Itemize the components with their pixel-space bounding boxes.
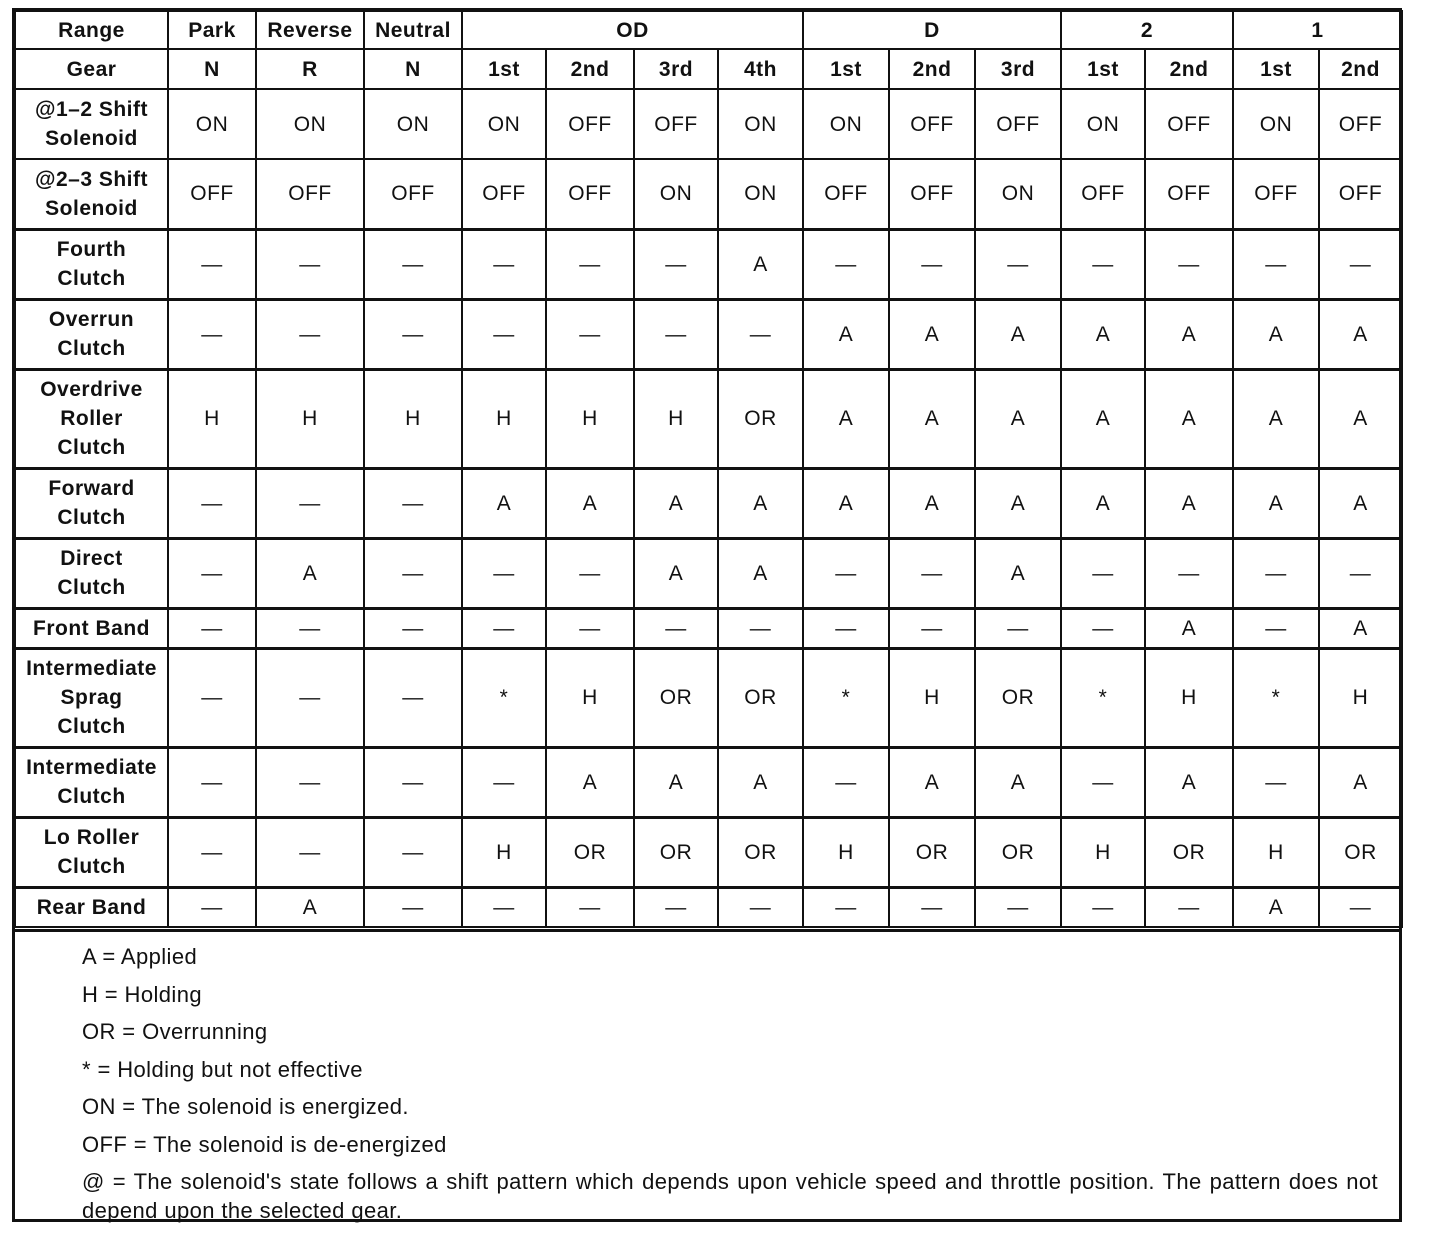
row-label	[15, 299, 168, 369]
gear-cell: 3rd	[634, 49, 718, 89]
table-cell: —	[462, 887, 546, 927]
range-od: OD	[462, 11, 803, 49]
table-cell: —	[168, 299, 256, 369]
table-cell: —	[168, 747, 256, 817]
gear-cell: 1st	[803, 49, 889, 89]
table-cell: —	[1233, 747, 1319, 817]
gear-cell: N	[168, 49, 256, 89]
gear-label: Gear	[15, 49, 168, 89]
table-cell: —	[256, 817, 364, 887]
table-cell: —	[168, 538, 256, 608]
row-label-line: Front Band	[33, 616, 150, 640]
row-label-line: Overdrive	[40, 378, 143, 401]
table-cell: A	[889, 299, 975, 369]
table-cell: ON	[718, 89, 803, 159]
table-row	[15, 538, 1402, 608]
table-cell: —	[168, 608, 256, 648]
row-label-line: @2–3 Shift	[34, 167, 148, 191]
range-d: D	[803, 11, 1061, 49]
table-cell: —	[462, 229, 546, 299]
table-cell: —	[1319, 887, 1402, 927]
table-cell: —	[364, 229, 462, 299]
table-cell: —	[975, 608, 1061, 648]
table-cell: ON	[462, 89, 546, 159]
range-header-row	[15, 11, 1402, 49]
table-cell: OR	[634, 648, 718, 747]
table-cell: H	[256, 369, 364, 468]
table-cell: A	[718, 538, 803, 608]
table-cell: —	[1061, 608, 1145, 648]
table-cell: OR	[1145, 817, 1233, 887]
table-cell: A	[1319, 468, 1402, 538]
table-cell: —	[364, 817, 462, 887]
table-cell: OFF	[1233, 159, 1319, 229]
table-row	[15, 608, 1402, 648]
legend-entry: OR = Overrunning	[82, 1019, 268, 1044]
legend-entry: @ = The solenoid's state follows a shift pattern which depends upon vehicle speed and throttle position. The pattern does not depend upon the selected gear.	[82, 1169, 1378, 1223]
table-cell: —	[364, 299, 462, 369]
table-cell: H	[1061, 817, 1145, 887]
table-cell: A	[1145, 608, 1233, 648]
table-cell: A	[546, 468, 634, 538]
table-cell: ON	[975, 159, 1061, 229]
table-cell: A	[1145, 468, 1233, 538]
table-cell: —	[546, 887, 634, 927]
table-cell: A	[1319, 747, 1402, 817]
table-cell: H	[803, 817, 889, 887]
row-label-line: Clutch	[57, 576, 126, 599]
gear-cell: 2nd	[1319, 49, 1402, 89]
table-cell: —	[546, 229, 634, 299]
table-cell: —	[168, 648, 256, 747]
table-cell: OFF	[803, 159, 889, 229]
row-label	[15, 468, 168, 538]
table-cell: —	[1233, 538, 1319, 608]
table-cell: A	[889, 369, 975, 468]
legend-entry: OFF = The solenoid is de-energized	[82, 1131, 447, 1157]
table-cell: ON	[1061, 89, 1145, 159]
row-label-line: Clutch	[57, 506, 126, 529]
row-label-line: Clutch	[57, 715, 126, 738]
table-cell: —	[1061, 229, 1145, 299]
row-label	[15, 159, 168, 229]
legend-entry: ON = The solenoid is energized.	[82, 1094, 409, 1119]
table-cell: —	[1233, 608, 1319, 648]
table-cell: A	[1233, 468, 1319, 538]
table-row	[15, 468, 1402, 538]
table-cell: A	[718, 229, 803, 299]
table-cell: ON	[364, 89, 462, 159]
table-cell: ON	[803, 89, 889, 159]
table-cell: —	[256, 608, 364, 648]
table-cell: A	[975, 299, 1061, 369]
table-cell: OR	[718, 817, 803, 887]
table-cell: —	[364, 648, 462, 747]
row-label-line: Forward	[48, 477, 135, 500]
table-cell: H	[546, 369, 634, 468]
range-neutral: Neutral	[364, 11, 462, 49]
gear-header-row	[15, 49, 1402, 89]
table-cell: A	[1233, 887, 1319, 927]
table-cell: —	[256, 468, 364, 538]
table-row	[15, 229, 1402, 299]
table-cell: H	[1233, 817, 1319, 887]
row-label-line: Sprag	[60, 686, 123, 709]
table-cell: A	[803, 369, 889, 468]
row-label-line: Clutch	[57, 855, 126, 878]
row-label-line: Rear Band	[36, 895, 147, 919]
table-cell: OFF	[546, 159, 634, 229]
row-label-line: Clutch	[57, 785, 126, 808]
table-cell: —	[256, 648, 364, 747]
table-cell: OFF	[1145, 159, 1233, 229]
table-cell: OR	[975, 648, 1061, 747]
legend-entry: H = Holding	[82, 981, 202, 1007]
table-cell: —	[546, 538, 634, 608]
table-cell: —	[256, 747, 364, 817]
table-cell: H	[168, 369, 256, 468]
table-cell: A	[1233, 299, 1319, 369]
table-cell: H	[1145, 648, 1233, 747]
row-label-line: Solenoid	[45, 196, 138, 220]
range-1: 1	[1233, 11, 1402, 49]
table-cell: H	[462, 817, 546, 887]
table-cell: —	[1145, 887, 1233, 927]
table-cell: OR	[1319, 817, 1402, 887]
row-label	[15, 608, 168, 648]
table-cell: H	[546, 648, 634, 747]
row-label	[15, 747, 168, 817]
component-application-table	[14, 10, 1403, 928]
row-label	[15, 538, 168, 608]
table-row	[15, 299, 1402, 369]
row-label-line: Fourth	[56, 238, 127, 261]
table-cell: —	[168, 229, 256, 299]
table-cell: —	[364, 538, 462, 608]
table-cell: A	[1061, 369, 1145, 468]
gear-cell: 2nd	[546, 49, 634, 89]
table-cell: OR	[634, 817, 718, 887]
row-label-line: Clutch	[57, 267, 126, 290]
table-cell: —	[803, 538, 889, 608]
table-cell: A	[462, 468, 546, 538]
table-cell: OFF	[546, 89, 634, 159]
table-cell: A	[975, 369, 1061, 468]
table-cell: A	[718, 468, 803, 538]
table-cell: —	[462, 538, 546, 608]
table-cell: —	[1145, 538, 1233, 608]
table-cell: A	[1145, 747, 1233, 817]
table-cell: —	[256, 229, 364, 299]
table-cell: A	[889, 747, 975, 817]
table-cell: A	[1061, 299, 1145, 369]
table-cell: H	[889, 648, 975, 747]
table-cell: OR	[975, 817, 1061, 887]
table-cell: A	[803, 299, 889, 369]
table-row	[15, 159, 1402, 229]
row-label-line: @1–2 Shift	[34, 98, 148, 121]
table-cell: —	[803, 608, 889, 648]
gear-cell: R	[256, 49, 364, 89]
table-cell: A	[718, 747, 803, 817]
table-cell: A	[634, 747, 718, 817]
table-cell: —	[546, 299, 634, 369]
table-cell: H	[462, 369, 546, 468]
legend-entry: * = Holding but not effective	[82, 1056, 363, 1082]
row-label-line: Intermediate	[26, 756, 157, 779]
row-label	[15, 648, 168, 747]
table-cell: A	[803, 468, 889, 538]
table-cell: ON	[1233, 89, 1319, 159]
table-cell: A	[889, 468, 975, 538]
table-cell: A	[256, 538, 364, 608]
gear-cell: 2nd	[1145, 49, 1233, 89]
table-row	[15, 369, 1402, 468]
table-cell: —	[803, 887, 889, 927]
table-cell: —	[168, 887, 256, 927]
row-label-line: Intermediate	[26, 657, 157, 680]
table-cell: —	[462, 747, 546, 817]
table-cell: OR	[718, 369, 803, 468]
row-label	[15, 817, 168, 887]
table-cell: —	[718, 608, 803, 648]
table-cell: OFF	[1319, 89, 1402, 159]
table-cell: —	[1145, 229, 1233, 299]
clutch-application-chart	[12, 8, 1402, 1222]
table-cell: —	[168, 817, 256, 887]
table-cell: OR	[889, 817, 975, 887]
table-cell: A	[1319, 299, 1402, 369]
table-cell: OFF	[889, 89, 975, 159]
table-cell: —	[364, 468, 462, 538]
table-cell: OFF	[462, 159, 546, 229]
row-label-line: Direct	[60, 547, 123, 570]
table-cell: ON	[718, 159, 803, 229]
table-cell: —	[803, 229, 889, 299]
table-cell: —	[889, 229, 975, 299]
row-label	[15, 887, 168, 927]
table-cell: —	[718, 887, 803, 927]
table-cell: —	[1061, 747, 1145, 817]
table-cell: OR	[718, 648, 803, 747]
gear-cell: 1st	[1061, 49, 1145, 89]
table-cell: —	[634, 299, 718, 369]
table-cell: OFF	[168, 159, 256, 229]
table-cell: H	[364, 369, 462, 468]
table-cell: ON	[634, 159, 718, 229]
table-cell: A	[634, 468, 718, 538]
table-cell: —	[364, 747, 462, 817]
table-cell: *	[462, 648, 546, 747]
table-cell: —	[1233, 229, 1319, 299]
table-cell: —	[364, 887, 462, 927]
legend-entry: A = Applied	[82, 944, 198, 969]
table-row	[15, 817, 1402, 887]
row-label	[15, 89, 168, 159]
table-cell: ON	[256, 89, 364, 159]
table-cell: H	[634, 369, 718, 468]
table-cell: —	[546, 608, 634, 648]
range-reverse: Reverse	[256, 11, 364, 49]
gear-cell: 3rd	[975, 49, 1061, 89]
table-cell: A	[1319, 608, 1402, 648]
table-cell: —	[364, 608, 462, 648]
table-cell: —	[975, 229, 1061, 299]
table-cell: A	[975, 468, 1061, 538]
table-cell: —	[462, 299, 546, 369]
table-cell: —	[1319, 538, 1402, 608]
gear-cell: 1st	[1233, 49, 1319, 89]
table-row	[15, 887, 1402, 927]
gear-cell: N	[364, 49, 462, 89]
table-cell: OFF	[256, 159, 364, 229]
table-cell: A	[1061, 468, 1145, 538]
table-cell: —	[634, 229, 718, 299]
table-cell: OFF	[889, 159, 975, 229]
row-label	[15, 229, 168, 299]
gear-cell: 1st	[462, 49, 546, 89]
table-row	[15, 89, 1402, 159]
legend	[15, 929, 1399, 1225]
table-cell: A	[634, 538, 718, 608]
table-cell: —	[803, 747, 889, 817]
gear-cell: 2nd	[889, 49, 975, 89]
table-cell: A	[1233, 369, 1319, 468]
table-cell: A	[1145, 299, 1233, 369]
table-cell: —	[718, 299, 803, 369]
table-cell: A	[1145, 369, 1233, 468]
table-cell: —	[462, 608, 546, 648]
table-cell: —	[889, 538, 975, 608]
table-cell: —	[889, 608, 975, 648]
table-cell: *	[1061, 648, 1145, 747]
row-label-line: Overrun	[48, 308, 135, 331]
table-cell: OFF	[634, 89, 718, 159]
row-label-line: Lo Roller	[43, 826, 140, 849]
table-cell: A	[975, 747, 1061, 817]
range-label: Range	[15, 11, 168, 49]
row-label-line: Clutch	[57, 436, 126, 459]
table-cell: —	[634, 887, 718, 927]
table-row	[15, 648, 1402, 747]
table-cell: OFF	[1319, 159, 1402, 229]
table-cell: —	[168, 468, 256, 538]
table-cell: A	[256, 887, 364, 927]
row-label-line: Solenoid	[45, 127, 138, 150]
table-cell: —	[1319, 229, 1402, 299]
table-cell: —	[256, 299, 364, 369]
table-row	[15, 747, 1402, 817]
row-label	[15, 369, 168, 468]
table-cell: ON	[168, 89, 256, 159]
table-cell: —	[1061, 538, 1145, 608]
table-cell: OFF	[1061, 159, 1145, 229]
row-label-line: Clutch	[57, 337, 126, 360]
table-cell: OFF	[364, 159, 462, 229]
row-label-line: Roller	[60, 407, 123, 430]
table-cell: A	[975, 538, 1061, 608]
gear-cell: 4th	[718, 49, 803, 89]
table-cell: —	[889, 887, 975, 927]
table-cell: OFF	[1145, 89, 1233, 159]
table-body	[15, 89, 1402, 927]
table-cell: A	[1319, 369, 1402, 468]
table-cell: —	[634, 608, 718, 648]
table-cell: OR	[546, 817, 634, 887]
table-cell: OFF	[975, 89, 1061, 159]
table-cell: —	[975, 887, 1061, 927]
table-cell: A	[546, 747, 634, 817]
table-cell: *	[1233, 648, 1319, 747]
table-cell: —	[1061, 887, 1145, 927]
range-park: Park	[168, 11, 256, 49]
table-cell: H	[1319, 648, 1402, 747]
table-cell: *	[803, 648, 889, 747]
range-2: 2	[1061, 11, 1233, 49]
